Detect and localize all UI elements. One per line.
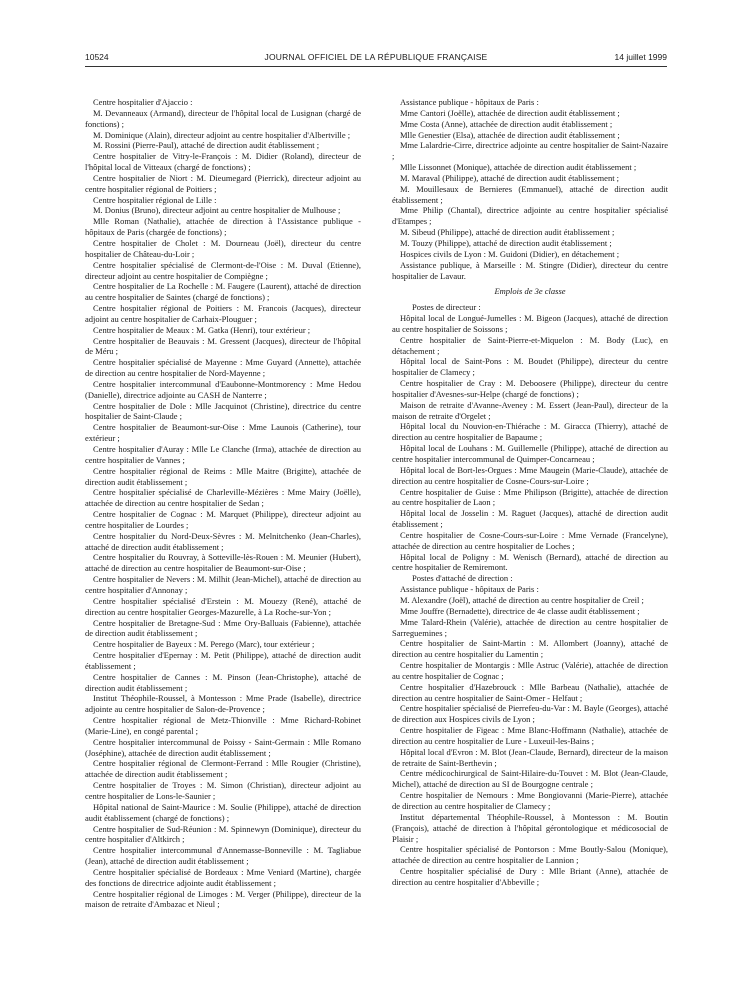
entry-paragraph: Centre hospitalier de Niort : M. Dieumegard (Pierrick), directeur adjoint au centre hospitalier régional de Poitiers ; <box>85 172 361 194</box>
entry-paragraph: Assistance publique, à Marseille : M. Stingre (Didier), directeur du centre hospitalier de Lavaur. <box>392 259 668 281</box>
entry-paragraph: Centre hospitalier de Vitry-le-François : M. Didier (Roland), directeur de l'hôpital local de Vitteaux (chargé de fonctions) ; <box>85 151 361 173</box>
entry-paragraph: M. Maraval (Philippe), attaché de direction audit établissement ; <box>400 172 620 183</box>
entry-paragraph: Centre hospitalier régional de Lille : <box>93 194 217 205</box>
entry-paragraph: Centre hospitalier de Guise : Mme Philipson (Brigitte), attachée de direction au centre hospitalier de Laon ; <box>392 486 668 508</box>
entry-paragraph: Centre hospitalier de Montargis : Mlle Astruc (Valérie), attachée de direction au centre hospitalier de Cognac ; <box>392 660 668 681</box>
entry-paragraph: M. Sibeud (Philippe), attaché de direction audit établissement ; <box>400 227 615 238</box>
page-number: 10524 <box>85 52 109 62</box>
entry-paragraph: Institut départemental Théophile-Roussel, à Montesson : M. Boutin (François), attaché de direction à l'hôpital gérontologique et médicosocial de Plaisir ; <box>392 811 668 844</box>
entry-paragraph: Hôpital local de Saint-Pons : M. Boudet (Philippe), directeur du centre hospitalier de Clamecy ; <box>392 356 668 378</box>
entry-paragraph: Centre hospitalier de Cognac : M. Marquet (Philippe), directeur adjoint au centre hospitalier de Lourdes ; <box>85 509 361 530</box>
entry-paragraph: Mlle Lissonnet (Monique), attachée de direction audit établissement ; <box>400 162 637 173</box>
entry-paragraph: M. Rossini (Pierre-Paul), attaché de direction audit établissement ; <box>93 140 320 151</box>
entry-paragraph: M. Alexandre (Joël), attaché de direction au centre hospitalier de Creil ; <box>400 594 644 605</box>
entry-paragraph: Hôpital local de Longué-Jumelles : M. Bigeon (Jacques), attaché de direction au centre hospitalier de Soissons ; <box>392 313 668 334</box>
entry-paragraph: Centre hospitalier de Saint-Martin : M. Allombert (Joanny), attaché de direction au centre hospitalier du Lamentin ; <box>392 638 668 660</box>
entry-paragraph: Centre hospitalier d'Ajaccio : <box>93 97 193 107</box>
entry-paragraph: Assistance publique - hôpitaux de Paris : <box>400 97 539 107</box>
entry-paragraph: Centre hospitalier de Bretagne-Sud : Mme Ory-Balluais (Fabienne), attachée de direction audit établissement ; <box>85 617 361 639</box>
entry-paragraph: Centre hospitalier de Meaux : M. Gatka (Henri), tour extérieur ; <box>93 324 311 335</box>
page-header <box>85 52 667 66</box>
left-column <box>85 97 361 910</box>
entry-paragraph: M. Dominique (Alain), directeur adjoint au centre hospitalier d'Albertville ; <box>93 129 351 140</box>
entry-paragraph: M. Devanneaux (Armand), directeur de l'hôpital local de Lusignan (chargé de fonctions) ; <box>85 107 361 129</box>
entry-paragraph: Centre hospitalier spécialisé de Mayenne : Mme Guyard (Annette), attachée de direction au centre hospitalier de Nord-Mayenne ; <box>85 357 361 379</box>
entry-paragraph: Centre hospitalier de Cosne-Cours-sur-Loire : Mme Vernade (Francelyne), attachée de direction au centre hospitalier de Loches ; <box>392 529 668 551</box>
subsection-heading: Postes d'attaché de direction : <box>412 573 513 584</box>
entry-paragraph: Centre hospitalier intercommunal de Poissy - Saint-Germain : Mlle Romano (Joséphine), attachée de direction audit établissement ; <box>85 736 361 758</box>
entry-paragraph: Mme Philip (Chantal), directrice adjointe au centre hospitalier spécialisé d'Etampes ; <box>392 205 668 227</box>
entry-paragraph: Mlle Roman (Nathalie), attachée de direction à l'Assistance publique - hôpitaux de Paris (chargée de fonctions) ; <box>85 216 361 238</box>
entry-paragraph: Hôpital local de Louhans : M. Guillemelle (Philippe), attaché de direction au centre hospitalier intercommunal de Quimper-Concarneau ; <box>392 443 668 464</box>
entry-paragraph: Centre hospitalier du Rouvray, à Sotteville-lès-Rouen : M. Meunier (Hubert), attaché de direction au centre hospitalier de Beaumont-sur-Oise ; <box>85 552 361 574</box>
entry-paragraph: Mlle Genestier (Elsa), attachée de direction audit établissement ; <box>400 129 620 140</box>
entry-paragraph: Centre hospitalier d'Hazebrouck : Mlle Barbeau (Nathalie), attachée de direction au centre hospitalier de Saint-Omer - Helfaut ; <box>392 681 668 703</box>
entry-paragraph: Hôpital local de Bort-les-Orgues : Mme Maugein (Marie-Claude), attachée de direction au centre hospitalier de Cosne-Cours-sur-Loire ; <box>392 464 668 486</box>
entry-paragraph: Centre hospitalier de Cray : M. Deboosere (Philippe), directeur du centre hospitalier d'Avesnes-sur-Helpe (chargé de fonctions) ; <box>392 378 668 399</box>
entry-paragraph: Centre hospitalier spécialisé de Pierrefeu-du-Var : M. Bayle (Georges), attaché de direction aux Hospices civils de Lyon ; <box>392 703 668 725</box>
entry-paragraph: Maison de retraite d'Avanne-Aveney : M. Essert (Jean-Paul), directeur de la maison de retraite d'Orgelet ; <box>392 399 668 421</box>
section-heading: Emplois de 3e classe <box>494 286 566 297</box>
entry-paragraph: Centre hospitalier spécialisé de Bordeaux : Mme Veniard (Martine), chargée des fonctions de directrice adjointe audit établissement ; <box>85 866 361 888</box>
entry-paragraph: Centre hospitalier régional de Reims : Mlle Maitre (Brigitte), attachée de direction audit établissement ; <box>85 465 361 487</box>
entry-paragraph: M. Donius (Bruno), directeur adjoint au centre hospitalier de Mulhouse ; <box>93 205 341 216</box>
entry-paragraph: Mme Jouffre (Bernadette), directrice de 4e classe audit établissement ; <box>400 605 640 616</box>
entry-paragraph: Centre hospitalier régional de Limoges : M. Verger (Philippe), directeur de la maison de retraite d'Ambazac et Nieul ; <box>85 888 361 910</box>
entry-paragraph: Centre hospitalier régional de Clermont-Ferrand : Mlle Rougier (Christine), attachée de direction audit établissement ; <box>85 758 361 780</box>
entry-paragraph: Centre hospitalier de La Rochelle : M. Faugere (Laurent), attaché de direction au centre hospitalier de Saintes (chargé de fonctions) ; <box>85 281 361 303</box>
entry-paragraph: Centre hospitalier de Nemours : Mme Bongiovanni (Marie-Pierre), attachée de direction au centre hospitalier de Clamecy ; <box>392 790 668 811</box>
entry-paragraph: Centre hospitalier spécialisé d'Erstein : M. Mouezy (René), attaché de direction au centre hospitalier Georges-Mazurelle, à La Roche-sur-Yon ; <box>85 595 361 617</box>
entry-paragraph: Assistance publique - hôpitaux de Paris : <box>400 584 539 595</box>
entry-paragraph: Hôpital national de Saint-Maurice : M. Soulie (Philippe), attaché de direction audit établissement (chargé de fonctions) ; <box>85 801 361 823</box>
entry-paragraph: Hôpital local de Josselin : M. Raguet (Jacques), attaché de direction audit établissement ; <box>392 508 668 530</box>
entry-paragraph: Centre hospitalier de Sud-Réunion : M. Spinnewyn (Dominique), directeur du centre hospitalier d'Altkirch ; <box>85 823 361 845</box>
entry-paragraph: Centre hospitalier régional de Metz-Thionville : Mme Richard-Robinet (Marie-Line), en congé parental ; <box>85 715 361 736</box>
entry-paragraph: M. Touzy (Philippe), attaché de direction audit établissement ; <box>400 237 612 248</box>
entry-paragraph: Hôpital local de Poligny : M. Wenisch (Bernard), attaché de direction au centre hospitalier de Remiremont. <box>392 551 668 573</box>
entry-paragraph: Institut Théophile-Roussel, à Montesson : Mme Prade (Isabelle), directrice adjointe au centre hospitalier de Salon-de-Provence ; <box>85 693 361 715</box>
entry-paragraph: Mme Cantori (Joëlle), attachée de direction audit établissement ; <box>400 107 620 118</box>
entry-paragraph: Centre hospitalier d'Epernay : M. Petit (Philippe), attaché de direction audit établissement ; <box>85 650 361 671</box>
entry-paragraph: Centre hospitalier de Figeac : Mme Blanc-Hoffmann (Nathalie), attachée de direction au centre hospitalier de Lure - Luxeuil-les-Bains ; <box>392 725 668 746</box>
entry-paragraph: Centre hospitalier intercommunal d'Eaubonne-Montmorency : Mme Hedou (Danielle), directrice adjointe au CASH de Nanterre ; <box>85 378 361 400</box>
entry-paragraph: Centre hospitalier intercommunal d'Annemasse-Bonneville : M. Tagliabue (Jean), attaché de direction audit établissement ; <box>85 845 361 867</box>
subsection-heading: Postes de directeur : <box>412 302 481 313</box>
entry-paragraph: Mme Lalardrie-Cirre, directrice adjointe au centre hospitalier de Saint-Nazaire ; <box>392 140 668 162</box>
entry-paragraph: Centre hospitalier d'Auray : Mlle Le Clanche (Irma), attachée de direction au centre hospitalier de Vannes ; <box>85 444 361 465</box>
entry-paragraph: Centre hospitalier de Cholet : M. Dourneau (Joël), directeur du centre hospitalier de Château-du-Loir ; <box>85 237 361 259</box>
entry-paragraph: Centre hospitalier de Bayeux : M. Perego (Marc), tour extérieur ; <box>93 639 315 650</box>
entry-paragraph: Centre hospitalier spécialisé de Charleville-Mézières : Mme Mairy (Joëlle), attachée de direction au centre hospitalier de Sedan ; <box>85 487 361 509</box>
entry-paragraph: Mme Costa (Anne), attachée de direction audit établissement ; <box>400 118 613 129</box>
entry-paragraph: Mme Talard-Rhein (Valérie), attachée de direction au centre hospitalier de Sarreguemines ; <box>392 616 668 638</box>
entry-paragraph: Centre hospitalier spécialisé de Dury : Mlle Briant (Anne), attachée de direction au centre hospitalier d'Abbeville ; <box>392 866 668 887</box>
entry-paragraph: M. Mouillesaux de Bernieres (Emmanuel), attaché de direction audit établissement ; <box>392 183 668 205</box>
entry-paragraph: Centre médicochirurgical de Saint-Hilaire-du-Touvet : M. Blot (Jean-Claude, Michel), attaché de direction au SI de Bourgogne centrale ; <box>392 768 668 790</box>
entry-paragraph: Centre hospitalier de Troyes : M. Simon (Christian), directeur adjoint au centre hospitalier de Lons-le-Saunier ; <box>85 780 361 801</box>
entry-paragraph: Centre hospitalier régional de Poitiers : M. Francois (Jacques), directeur adjoint au centre hospitalier de Carhaix-Plouguer ; <box>85 303 361 324</box>
entry-paragraph: Hospices civils de Lyon : M. Guidoni (Didier), en détachement ; <box>400 248 620 259</box>
right-column <box>392 97 668 888</box>
entry-paragraph: Centre hospitalier de Saint-Pierre-et-Miquelon : M. Body (Luc), en détachement ; <box>392 334 668 356</box>
entry-paragraph: Hôpital local du Nouvion-en-Thiérache : M. Giracca (Thierry), attaché de direction au centre hospitalier de Bapaume ; <box>392 421 668 443</box>
entry-paragraph: Centre hospitalier de Cannes : M. Pinson (Jean-Christophe), attaché de direction audit établissement ; <box>85 671 361 693</box>
entry-paragraph: Centre hospitalier de Nevers : M. Milhit (Jean-Michel), attaché de direction au centre hospitalier d'Annonay ; <box>85 574 361 595</box>
entry-paragraph: Centre hospitalier du Nord-Deux-Sèvres : M. Melnitchenko (Jean-Charles), attaché de direction audit établissement ; <box>85 530 361 552</box>
entry-paragraph: Hôpital local d'Evron : M. Blot (Jean-Claude, Bernard), directeur de la maison de retraite de Saint-Berthevin ; <box>392 746 668 768</box>
entry-paragraph: Centre hospitalier spécialisé de Clermont-de-l'Oise : M. Duval (Etienne), directeur adjoint au centre hospitalier de Compiègne ; <box>85 259 361 281</box>
entry-paragraph: Centre hospitalier spécialisé de Pontorson : Mme Boutly-Salou (Monique), attachée de direction au centre hospitalier de Lannion ; <box>392 844 668 866</box>
entry-paragraph: Centre hospitalier de Dole : Mlle Jacquinot (Christine), directrice du centre hospitalier de Saint-Claude ; <box>85 400 361 422</box>
entry-paragraph: Centre hospitalier de Beaumont-sur-Oise : Mme Launois (Catherine), tour extérieur ; <box>85 422 361 444</box>
entry-paragraph: Centre hospitalier de Beauvais : M. Gressent (Jacques), directeur de l'hôpital de Méru ; <box>85 335 361 357</box>
journal-title: JOURNAL OFFICIEL DE LA RÉPUBLIQUE FRANÇAISE <box>264 52 488 62</box>
publication-date: 14 juillet 1999 <box>614 52 667 62</box>
header-rule <box>85 66 667 67</box>
